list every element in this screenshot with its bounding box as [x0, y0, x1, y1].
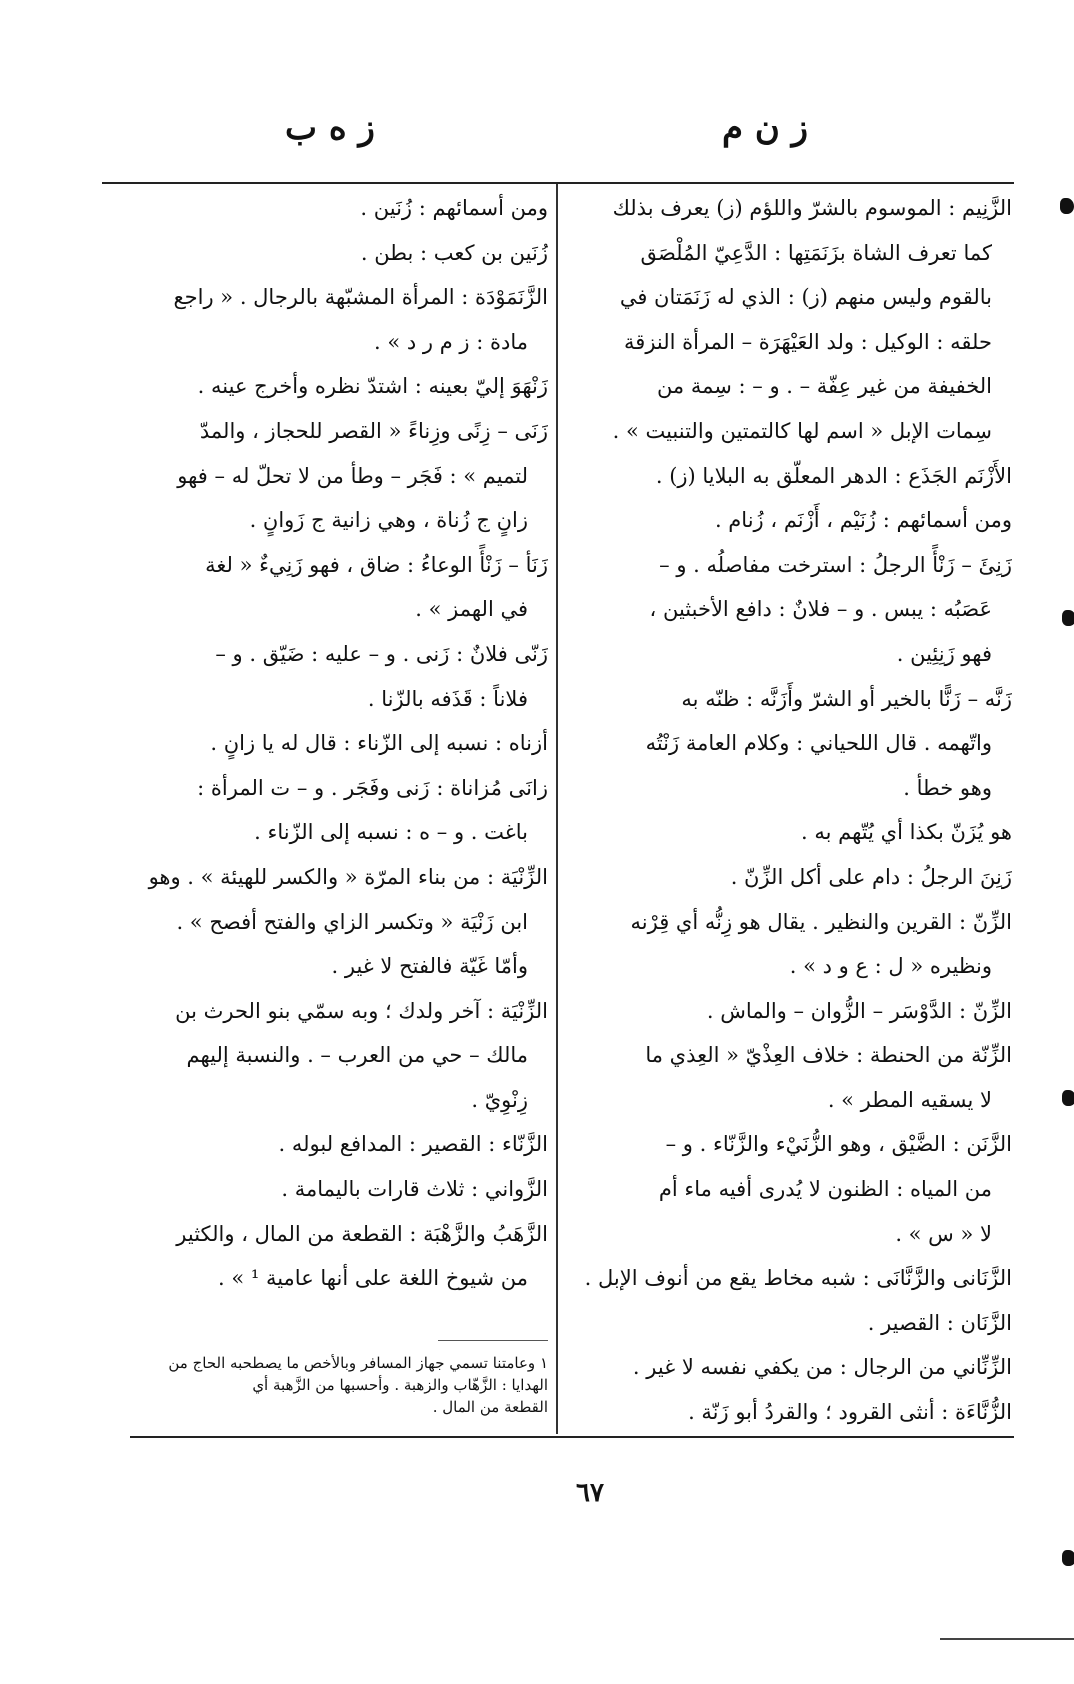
footnote-line: ١ وعامتنا تسمي جهاز المسافر وبالأخص ما يصطحبه الحاج من: [168, 1354, 548, 1372]
ink-blot: [1062, 1550, 1074, 1566]
header-rule: [102, 182, 1014, 184]
entry-line: زَنْهَوَ إليّ بعينه : اشتدّ نظره وأخرج عينه .: [197, 374, 548, 399]
entry-line: وهو خطأ .: [903, 775, 992, 800]
page-number: ٦٧: [576, 1478, 604, 1508]
entry-line: حلقه : الوكيل : ولد العَيْهَرَة – المرأة النزقة: [624, 329, 992, 354]
entry-line: من شيوخ اللغة على أنها عامية ¹ » .: [217, 1266, 528, 1291]
entry-line: الزَّنَان : القصير .: [867, 1310, 1012, 1335]
footnote-line: الهدايا : الزَّهّاب والزهبة . وأحسبها من الزَّهبة أي: [252, 1376, 548, 1394]
running-header-left: ز ه ب: [285, 108, 375, 148]
entry-line: الزَّواني : ثلاث قارات باليمامة .: [281, 1177, 548, 1202]
entry-line: مادة : ز م ر د » .: [374, 329, 528, 354]
entry-line: ابن زَنْيَة « وتكسر الزاي والفتح أفصح » .: [176, 909, 528, 934]
entry-line: مالك – حي من العرب – . والنسبة إليهم: [186, 1043, 528, 1068]
entry-line: زَنِئَ – زَنْأً الرجلُ : استرخت مفاصلُه . و –: [659, 552, 1012, 577]
footnote-line: القطعة من المال .: [432, 1398, 548, 1416]
entry-line: زانٍ ج زُناة ، وهي زانية ج زَوانٍ .: [249, 508, 528, 533]
ink-blot: [1062, 1090, 1074, 1106]
entry-line: زَنّى فلانٌ : زَنى . و – عليه : ضَيّق . و –: [215, 641, 548, 666]
entry-line: الزِّنّة من الحنطة : خلاف العِذْيّ « العِذي ما: [645, 1043, 1012, 1068]
entry-line: وأمّا غَيّة فالفتح لا غير .: [331, 954, 528, 979]
ink-blot: [1062, 610, 1074, 626]
entry-line: في الهمز » .: [415, 597, 528, 622]
entry-line: زَنَى – زِنًى وزِناءً « القصر للحجاز ، والمدّ: [199, 418, 548, 443]
entry-line: زِنْوِيّ .: [471, 1087, 528, 1112]
entry-line: زُنَين بن كعب : بطن .: [360, 240, 548, 265]
entry-line: الزِّنّ : الدَّوْسَر – الزُّوان – والماش .: [706, 998, 1012, 1023]
entry-line: زَنَّه – زَنًّا بالخير أو الشرّ وأَزَنَّه : ظنّه به: [681, 686, 1012, 711]
entry-line: ومن أسمائهم : زُنَيْم ، أَزْنَم ، زُنام .: [714, 508, 1012, 533]
entry-line: باغت . و – ه : نسبه إلى الزّناء .: [254, 820, 528, 845]
entry-line: الزُّنَّاءَة : أنثى القرود ؛ والقردُ أبو زَنّة .: [688, 1400, 1012, 1425]
entry-line: لتميم » : فَجَر – وطأ من لا تحلّ له – فهو: [177, 463, 528, 488]
entry-line: الزَّنَن : الضَّيْق ، وهو الزُّنَيْء والزَّنّاء . و –: [665, 1132, 1012, 1157]
entry-line: بالقوم وليس منهم (ز) : الذي له زَنَمَتان في: [619, 285, 992, 310]
entry-line: الزَّنَانى والزَّنَّانَى : شبه مخاط يقع من أنوف الإبل .: [584, 1266, 1012, 1291]
right-column: [570, 186, 1012, 1435]
entry-line: أزناه : نسبه إلى الزّناء : قال له يا زانٍ .: [210, 731, 548, 756]
entry-line: لا يسقيه المطر » .: [827, 1087, 992, 1112]
entry-line: الأَزْنَم الجَذَع : الدهر المعلّق به البلايا (ز) .: [655, 463, 1012, 488]
ink-blot: [1060, 198, 1074, 214]
entry-line: الزِّنِّاني من الرجال : من يكفي نفسه لا غير .: [632, 1355, 1012, 1380]
scan-edge-line: [940, 1638, 1074, 1640]
entry-line: سِمات الإبل « اسم لها كالتمتين والتنبيت » .: [612, 418, 992, 443]
entry-line: واتّهمه . قال اللحياني : وكلام العامة زَنْتُه: [645, 731, 992, 756]
footnote-rule: [438, 1340, 548, 1341]
entry-line: كما تعرف الشاة بزَنَمَتِها : الدَّعِيّ المُلْصَق: [640, 240, 992, 265]
entry-line: فهو زَنِئِين .: [896, 641, 992, 666]
entry-line: ومن أسمائهم : زُنَين .: [360, 196, 548, 220]
entry-line: الزِّنّ : القرين والنظير . يقال هو زِنُّه أي قِرْنه: [630, 909, 1012, 934]
entry-line: الزَّنِيم : الموسوم بالشرّ واللؤم (ز) يعرف بذلك: [612, 196, 1012, 220]
entry-line: لا « س » .: [895, 1221, 992, 1246]
footer-rule: [130, 1436, 1014, 1438]
footnote: [108, 1352, 548, 1418]
entry-line: زَنِنَ الرجلُ : دام على أكل الزِّنّ .: [730, 864, 1012, 889]
entry-line: فلاناً : قَذَفه بالزّنا .: [367, 686, 528, 711]
entry-line: هو يُزَنّ بكذا أي يُتّهم به .: [800, 820, 1012, 845]
entry-line: من المياه : الظنون لا يُدرى أفيه ماء أم: [658, 1177, 992, 1202]
running-header-right: ز ن م: [721, 108, 809, 148]
entry-line: الزِّنْيَة : آخر ولدك ؛ وبه سمّي بنو الحرث بن: [175, 998, 548, 1023]
entry-line: عَصَبُه : يبس . و – فلانٌ : دافع الأخبثين ،: [649, 597, 992, 622]
entry-line: الزَّنَمَوْدَة : المرأة المشبّهة بالرجال . « راجع: [173, 285, 548, 310]
column-divider: [556, 184, 558, 1434]
entry-line: الخفيفة من غير عِفّة – . و – : سِمة من: [656, 374, 992, 399]
entry-line: الزِّنْيَة : من بناء المرّة « والكسر للهيئة » . وهو: [148, 864, 548, 889]
entry-line: ونظيره « ل : ع و د » .: [789, 954, 992, 979]
entry-line: الزَّنّاء : القصير : المدافع لبوله .: [278, 1132, 548, 1157]
entry-line: زانَى مُزاناة : زَنى وفَجَر . و – ت المرأة :: [197, 775, 548, 800]
entry-line: الزَّهَبُ والزَّهْبَة : القطعة من المال ، والكثير: [176, 1221, 548, 1246]
left-column: [108, 186, 548, 1301]
entry-line: زَنَأ – زَنْأً الوعاءُ : ضاق ، فهو زَنِيءٌ « لغة: [205, 552, 548, 577]
